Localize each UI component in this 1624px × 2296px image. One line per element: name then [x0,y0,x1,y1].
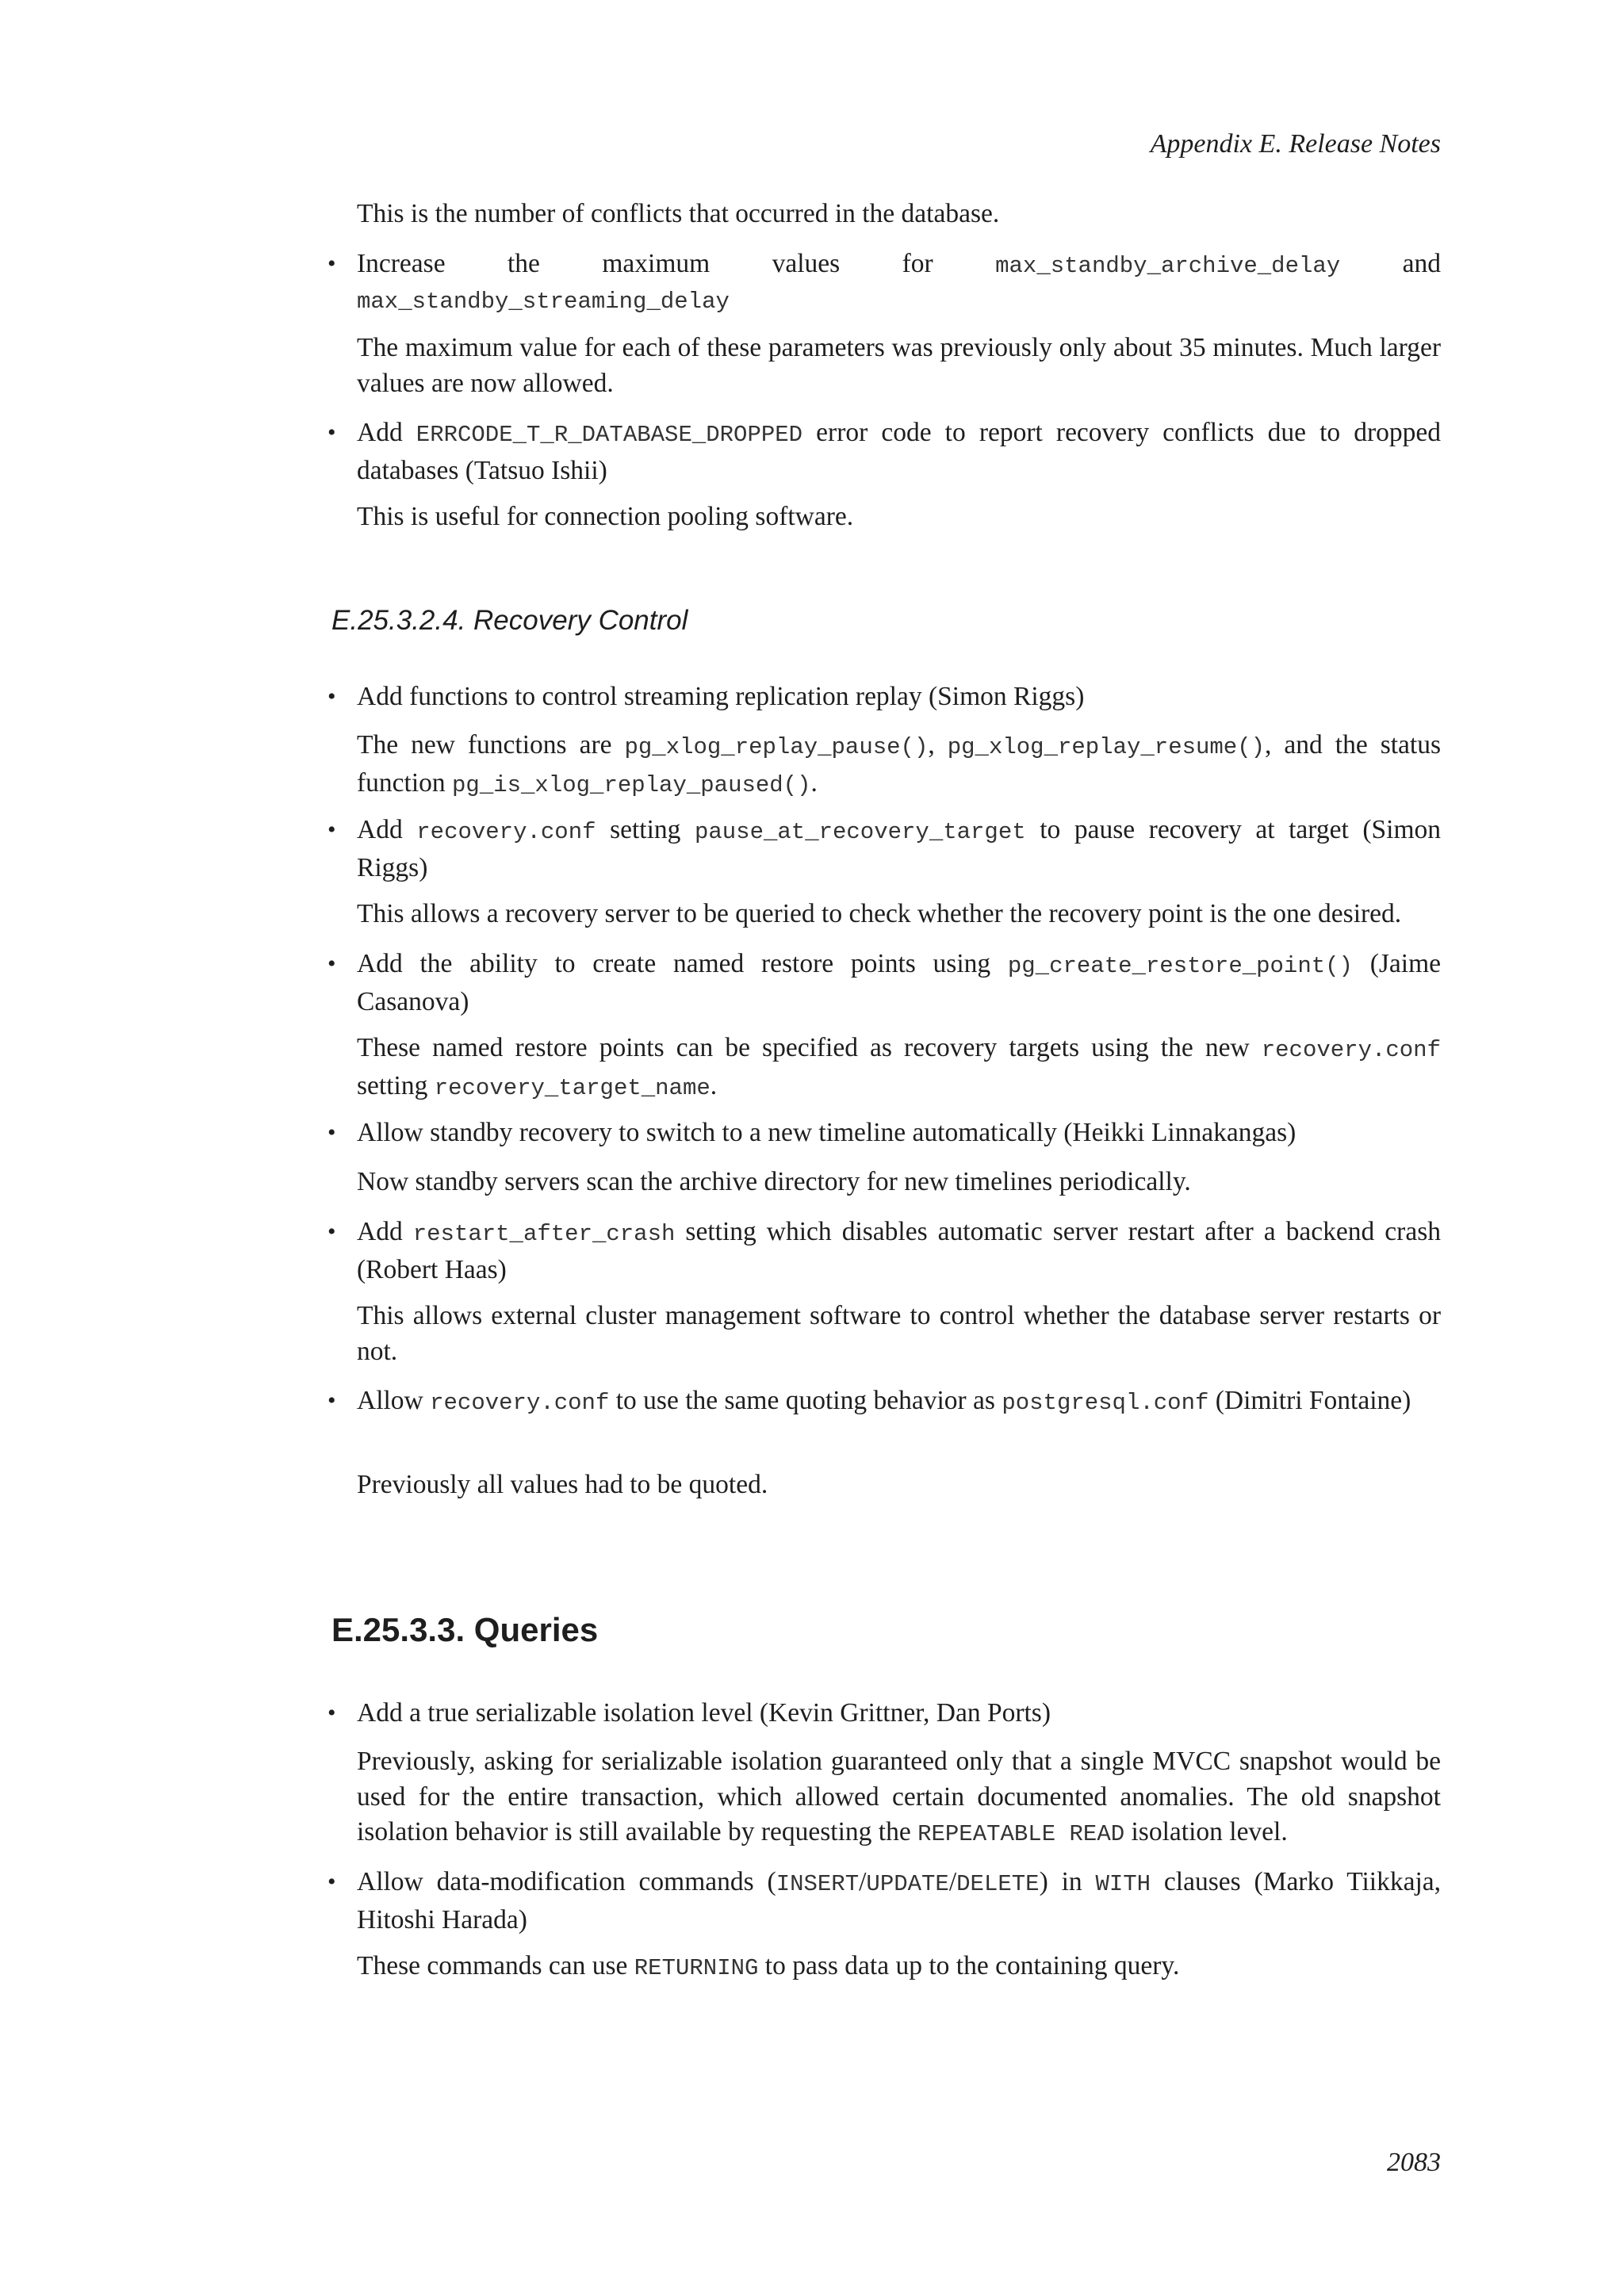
bullet-icon: • [327,951,336,977]
code-literal: pg_is_xlog_replay_paused() [452,771,811,798]
code-literal: pg_xlog_replay_resume() [947,734,1266,760]
replay-functions-description: The new functions are pg_xlog_replay_pause(), pg_xlog_replay_resume(), and the status function pg_is_xlog_replay_paused(). [357,730,1442,798]
code-literal: pg_create_restore_point() [1007,953,1353,979]
item-text: Add functions to control streaming replication replay (Simon Riggs) [357,682,1085,711]
list-item-quoting: • Allow recovery.conf to use the same quoting behavior as postgresql.conf (Dimitri Fontaine) [357,1383,1441,1422]
bullet-icon: • [327,419,336,446]
item-text: Increase the maximum values for [357,249,996,278]
conflicts-note: This is the number of conflicts that occurred in the database. [357,199,1000,228]
running-header: Appendix E. Release Notes [1150,129,1441,159]
list-item-timeline: • Allow standby recovery to switch to a new timeline automatically (Heikki Linnakangas) [357,1115,1441,1151]
code-literal: max_standby_archive_delay [995,253,1341,279]
section-heading-queries: E.25.3.3. Queries [331,1611,599,1648]
code-literal: RETURNING [634,1955,759,1981]
code-literal: DELETE [956,1871,1040,1897]
page-number: 2083 [1387,2148,1441,2177]
quoting-description: Previously all values had to be quoted. [357,1470,768,1499]
standby-delay-description: The maximum value for each of these parameters was previously only about 35 minutes. Much larger values are now allowed. [357,333,1441,398]
list-item-replay-functions [327,679,1441,715]
serializable-description: Previously, asking for serializable isolation guaranteed only that a single MVCC snapshot would be used for the entire transaction, which allowed certain documented anomalies. The old snapshot isolation behavior is still available by requesting the REPEATABLE READ isolation level. [357,1747,1441,1847]
list-item-with-dml: • Allow data-modification commands (INSERT/UPDATE/DELETE) in WITH clauses (Marko Tiikkaja, Hitoshi Harada) [357,1865,1441,1938]
with-dml-description: These commands can use RETURNING to pass data up to the containing query. [357,1951,1180,1981]
code-literal: max_standby_streaming_delay [357,289,730,315]
list-item-standby-delay [327,247,1441,285]
restart-crash-description: This allows external cluster management software to control whether the database server restarts or not. [357,1301,1441,1366]
code-literal: recovery.conf [416,819,596,845]
timeline-description: Now standby servers scan the archive directory for new timelines periodically. [357,1167,1191,1196]
list-item-restart-crash: • Add restart_after_crash setting which disables automatic server restart after a backend crash (Robert Haas) [357,1215,1441,1288]
bullet-icon: • [327,683,336,710]
bullet-icon: • [327,1700,336,1726]
item-text: error code to report recovery conflicts due to dropped databases (Tatsuo Ishii) [357,418,1441,485]
bullet-icon: • [327,1119,336,1146]
bullet-icon: • [327,1387,336,1414]
errcode-description: This is useful for connection pooling software. [357,502,854,531]
code-literal: UPDATE [866,1871,949,1897]
code-literal: pg_xlog_replay_pause() [624,734,929,760]
bullet-icon: • [327,1219,336,1245]
item-text: and [1340,249,1441,278]
bullet-icon: • [327,251,336,277]
code-literal: ERRCODE_T_R_DATABASE_DROPPED [416,422,803,448]
code-literal: postgresql.conf [1002,1390,1209,1416]
list-item-standby-delay-continued [357,282,1441,320]
code-literal: pause_at_recovery_target [694,819,1026,845]
list-item-restore-points: • Add the ability to create named restore points using pg_create_restore_point() (Jaime Casanova) [357,947,1441,1020]
item-text: Add [357,418,416,447]
restore-points-description: These named restore points can be specified as recovery targets using the new recovery.conf setting recovery_target_name. [357,1033,1441,1101]
code-literal: recovery.conf [430,1390,610,1416]
list-item-pause-target: • Add recovery.conf setting pause_at_recovery_target to pause recovery at target (Simon Riggs) [357,813,1441,886]
list-item-errcode [327,415,1441,488]
code-literal: recovery.conf [1261,1037,1441,1063]
code-literal: REPEATABLE READ [917,1821,1125,1847]
list-item-serializable: • Add a true serializable isolation level (Kevin Grittner, Dan Ports) [357,1696,1441,1732]
code-literal: WITH [1095,1871,1151,1897]
bullet-icon: • [327,817,336,843]
bullet-icon: • [327,1869,336,1895]
section-heading-recovery-control: E.25.3.2.4. Recovery Control [331,605,688,636]
pause-target-description: This allows a recovery server to be queried to check whether the recovery point is the one desired. [357,899,1402,928]
code-literal: INSERT [776,1871,860,1897]
code-literal: restart_after_crash [412,1221,676,1247]
code-literal: recovery_target_name [434,1074,710,1101]
